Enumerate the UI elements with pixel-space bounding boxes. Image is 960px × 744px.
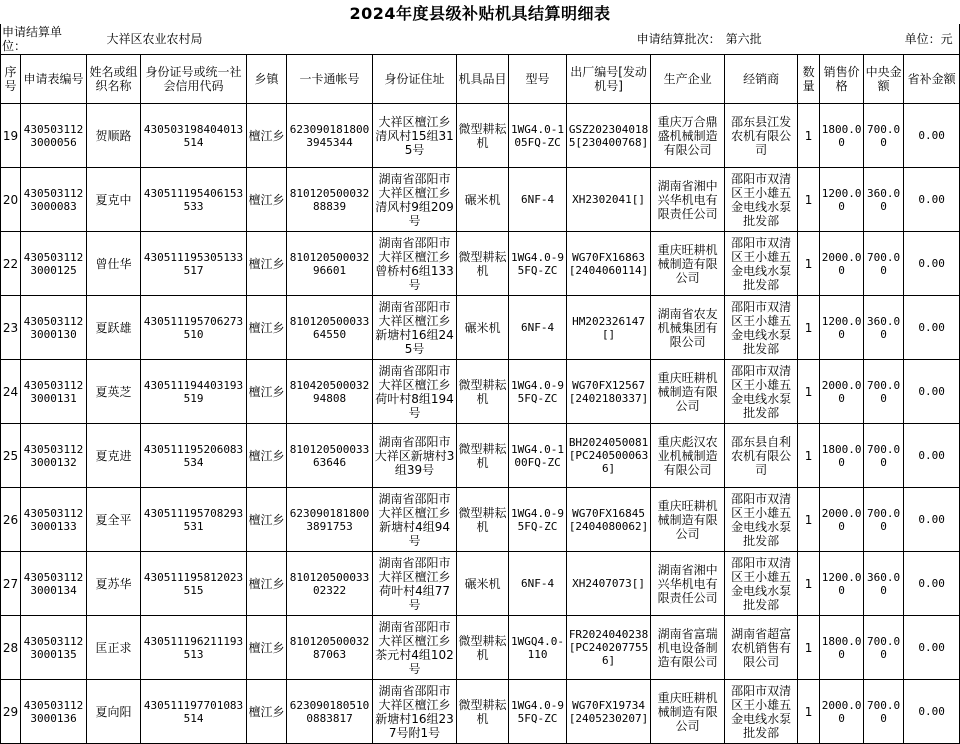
cell-id-no: 430511195812023515 [141, 552, 247, 616]
cell-app-no: 4305031123000125 [21, 232, 87, 296]
cell-price: 2000.00 [820, 360, 864, 424]
cell-dealer: 邵东县江发农机有限公司 [725, 104, 798, 168]
cell-seq: 29 [1, 680, 21, 744]
col-header-id-no: 身份证号或统一社会信用代码 [141, 55, 247, 104]
col-header-model: 型号 [509, 55, 567, 104]
cell-model: 1WGQ4.0-110 [509, 616, 567, 680]
cell-provincial-amount: 0.00 [904, 296, 960, 360]
batch-value: 第六批 [725, 24, 820, 55]
cell-dealer: 湖南省超富农机销售有限公司 [725, 616, 798, 680]
cell-name: 夏英芝 [87, 360, 141, 424]
cell-id-no: 430511194403193519 [141, 360, 247, 424]
cell-machine-type: 微型耕耘机 [457, 360, 509, 424]
cell-manufacturer: 重庆旺耕机械制造有限公司 [651, 488, 725, 552]
cell-card-account: 81042050003294808 [287, 360, 373, 424]
cell-seq: 24 [1, 360, 21, 424]
cell-id-no: 430511195406153533 [141, 168, 247, 232]
cell-id-no: 430511197701083514 [141, 680, 247, 744]
cell-machine-type: 微型耕耘机 [457, 680, 509, 744]
cell-address: 湖南省邵阳市大祥区檀江乡新塘村16组245号 [373, 296, 457, 360]
cell-name: 夏跃雄 [87, 296, 141, 360]
cell-serial: XH2302041[] [567, 168, 651, 232]
cell-provincial-amount: 0.00 [904, 168, 960, 232]
cell-dealer: 邵阳市双清区王小雄五金电线水泵批发部 [725, 680, 798, 744]
cell-central-amount: 360.00 [864, 296, 904, 360]
cell-card-account: 81012050003288839 [287, 168, 373, 232]
cell-seq: 27 [1, 552, 21, 616]
cell-seq: 28 [1, 616, 21, 680]
cell-price: 1800.00 [820, 424, 864, 488]
cell-quantity: 1 [798, 680, 820, 744]
cell-central-amount: 700.00 [864, 616, 904, 680]
cell-manufacturer: 重庆旺耕机械制造有限公司 [651, 360, 725, 424]
cell-address: 湖南省邵阳市大祥区新塘村3组39号 [373, 424, 457, 488]
col-header-central-amount: 中央金额 [864, 55, 904, 104]
cell-seq: 22 [1, 232, 21, 296]
col-header-town: 乡镇 [247, 55, 287, 104]
cell-model: 1WG4.0-95FQ-ZC [509, 360, 567, 424]
cell-name: 曾仕华 [87, 232, 141, 296]
cell-central-amount: 700.00 [864, 680, 904, 744]
cell-manufacturer: 湖南省富瑞机电设备制造有限公司 [651, 616, 725, 680]
cell-price: 1200.00 [820, 552, 864, 616]
cell-model: 6NF-4 [509, 296, 567, 360]
page-title: 2024年度县级补贴机具结算明细表 [349, 3, 611, 23]
cell-machine-type: 微型耕耘机 [457, 616, 509, 680]
cell-model: 6NF-4 [509, 552, 567, 616]
cell-serial: WG70FX16845[2404080062] [567, 488, 651, 552]
cell-price: 1200.00 [820, 296, 864, 360]
cell-machine-type: 碾米机 [457, 296, 509, 360]
cell-name: 夏向阳 [87, 680, 141, 744]
col-header-name: 姓名或组织名称 [87, 55, 141, 104]
unit-label: 申请结算单位： [1, 24, 87, 55]
money-unit-label: 单位：元 [904, 24, 960, 55]
table-row [1, 488, 960, 552]
cell-dealer: 邵阳市双清区王小雄五金电线水泵批发部 [725, 488, 798, 552]
cell-seq: 20 [1, 168, 21, 232]
col-header-price: 销售价格 [820, 55, 864, 104]
cell-manufacturer: 重庆万合鼎盛机械制造有限公司 [651, 104, 725, 168]
cell-central-amount: 700.00 [864, 360, 904, 424]
cell-serial: GSZ2023040185[230400768] [567, 104, 651, 168]
cell-address: 湖南省邵阳市大祥区檀江乡茶元村4组102号 [373, 616, 457, 680]
cell-provincial-amount: 0.00 [904, 424, 960, 488]
col-header-address: 身份证住址 [373, 55, 457, 104]
cell-name: 夏克进 [87, 424, 141, 488]
cell-id-no: 430511195305133517 [141, 232, 247, 296]
cell-name: 夏全平 [87, 488, 141, 552]
table-row [1, 104, 960, 168]
table-row [1, 296, 960, 360]
cell-quantity: 1 [798, 168, 820, 232]
cell-app-no: 4305031123000132 [21, 424, 87, 488]
cell-serial: WG70FX12567[2402180337] [567, 360, 651, 424]
cell-provincial-amount: 0.00 [904, 360, 960, 424]
cell-card-account: 6230901818003891753 [287, 488, 373, 552]
cell-seq: 19 [1, 104, 21, 168]
col-header-provincial-amount: 省补金额 [904, 55, 960, 104]
cell-serial: HM202326147[] [567, 296, 651, 360]
cell-id-no: 430503198404013514 [141, 104, 247, 168]
cell-quantity: 1 [798, 232, 820, 296]
cell-address: 湖南省邵阳市大祥区檀江乡荷叶村8组194号 [373, 360, 457, 424]
cell-app-no: 4305031123000134 [21, 552, 87, 616]
meta-row [1, 24, 960, 55]
cell-card-account: 81012050003364550 [287, 296, 373, 360]
cell-serial: FR2024040238[PC2402077556] [567, 616, 651, 680]
unit-value: 大祥区农业农村局 [87, 24, 373, 55]
settlement-table [0, 24, 960, 744]
cell-central-amount: 700.00 [864, 232, 904, 296]
cell-model: 1WG4.0-95FQ-ZC [509, 232, 567, 296]
cell-name: 夏苏华 [87, 552, 141, 616]
table-row [1, 424, 960, 488]
cell-provincial-amount: 0.00 [904, 232, 960, 296]
cell-central-amount: 700.00 [864, 104, 904, 168]
cell-card-account: 81012050003296601 [287, 232, 373, 296]
col-header-dealer: 经销商 [725, 55, 798, 104]
cell-card-account: 6230901805100883817 [287, 680, 373, 744]
cell-seq: 23 [1, 296, 21, 360]
cell-central-amount: 700.00 [864, 424, 904, 488]
cell-town: 檀江乡 [247, 552, 287, 616]
cell-address: 湖南省邵阳市大祥区檀江乡清风村9组209号 [373, 168, 457, 232]
cell-id-no: 430511195706273510 [141, 296, 247, 360]
cell-address: 湖南省邵阳市大祥区檀江乡新塘村4组94号 [373, 488, 457, 552]
table-body [1, 104, 960, 744]
col-header-card-account: 一卡通帐号 [287, 55, 373, 104]
cell-serial: BH2024050081[PC2405000636] [567, 424, 651, 488]
cell-manufacturer: 重庆彪汉农业机械制造有限公司 [651, 424, 725, 488]
cell-town: 檀江乡 [247, 296, 287, 360]
cell-app-no: 4305031123000136 [21, 680, 87, 744]
cell-price: 2000.00 [820, 488, 864, 552]
cell-town: 檀江乡 [247, 360, 287, 424]
cell-model: 6NF-4 [509, 168, 567, 232]
cell-app-no: 4305031123000135 [21, 616, 87, 680]
cell-machine-type: 碾米机 [457, 168, 509, 232]
col-header-machine-type: 机具品目 [457, 55, 509, 104]
col-header-quantity: 数量 [798, 55, 820, 104]
cell-dealer: 邵阳市双清区王小雄五金电线水泵批发部 [725, 360, 798, 424]
cell-town: 檀江乡 [247, 488, 287, 552]
cell-address: 大祥区檀江乡清风村15组315号 [373, 104, 457, 168]
cell-quantity: 1 [798, 104, 820, 168]
cell-manufacturer: 湖南省湘中兴华机电有限责任公司 [651, 168, 725, 232]
cell-price: 1200.00 [820, 168, 864, 232]
cell-provincial-amount: 0.00 [904, 488, 960, 552]
title-row [0, 0, 960, 24]
col-header-serial: 出厂编号[发动机号] [567, 55, 651, 104]
cell-seq: 25 [1, 424, 21, 488]
cell-app-no: 4305031123000131 [21, 360, 87, 424]
cell-dealer: 邵阳市双清区王小雄五金电线水泵批发部 [725, 552, 798, 616]
cell-town: 檀江乡 [247, 680, 287, 744]
table-row [1, 232, 960, 296]
cell-dealer: 邵阳市双清区王小雄五金电线水泵批发部 [725, 168, 798, 232]
cell-serial: WG70FX19734[2405230207] [567, 680, 651, 744]
cell-address: 湖南省邵阳市大祥区檀江乡新塘村16组237号附1号 [373, 680, 457, 744]
cell-quantity: 1 [798, 296, 820, 360]
cell-name: 贺顺路 [87, 104, 141, 168]
cell-provincial-amount: 0.00 [904, 104, 960, 168]
batch-label: 申请结算批次： [567, 24, 725, 55]
cell-card-account: 81012050003363646 [287, 424, 373, 488]
table-row [1, 552, 960, 616]
cell-machine-type: 微型耕耘机 [457, 104, 509, 168]
cell-id-no: 430511196211193513 [141, 616, 247, 680]
cell-machine-type: 碾米机 [457, 552, 509, 616]
cell-manufacturer: 湖南省农友机械集团有限公司 [651, 296, 725, 360]
cell-manufacturer: 重庆旺耕机械制造有限公司 [651, 232, 725, 296]
cell-price: 1800.00 [820, 104, 864, 168]
cell-model: 1WG4.0-95FQ-ZC [509, 488, 567, 552]
col-header-app-no: 申请表编号 [21, 55, 87, 104]
cell-town: 檀江乡 [247, 232, 287, 296]
cell-central-amount: 360.00 [864, 552, 904, 616]
cell-machine-type: 微型耕耘机 [457, 424, 509, 488]
col-header-seq: 序号 [1, 55, 21, 104]
cell-app-no: 4305031123000133 [21, 488, 87, 552]
cell-serial: WG70FX16863[2404060114] [567, 232, 651, 296]
cell-central-amount: 360.00 [864, 168, 904, 232]
cell-card-account: 81012050003287063 [287, 616, 373, 680]
cell-manufacturer: 重庆旺耕机械制造有限公司 [651, 680, 725, 744]
cell-name: 夏克中 [87, 168, 141, 232]
cell-id-no: 430511195206083534 [141, 424, 247, 488]
cell-name: 匡正求 [87, 616, 141, 680]
cell-address: 湖南省邵阳市大祥区檀江乡荷叶村4组77号 [373, 552, 457, 616]
cell-provincial-amount: 0.00 [904, 680, 960, 744]
table-row [1, 616, 960, 680]
cell-model: 1WG4.0-100FQ-ZC [509, 424, 567, 488]
table-row [1, 168, 960, 232]
cell-id-no: 430511195708293531 [141, 488, 247, 552]
cell-dealer: 邵阳市双清区王小雄五金电线水泵批发部 [725, 232, 798, 296]
cell-dealer: 邵东县自利农机有限公司 [725, 424, 798, 488]
cell-machine-type: 微型耕耘机 [457, 488, 509, 552]
table-row [1, 680, 960, 744]
cell-quantity: 1 [798, 552, 820, 616]
cell-provincial-amount: 0.00 [904, 552, 960, 616]
table-row [1, 360, 960, 424]
cell-serial: XH2407073[] [567, 552, 651, 616]
cell-town: 檀江乡 [247, 104, 287, 168]
cell-app-no: 4305031123000056 [21, 104, 87, 168]
cell-town: 檀江乡 [247, 616, 287, 680]
cell-town: 檀江乡 [247, 168, 287, 232]
header-row [1, 55, 960, 104]
cell-quantity: 1 [798, 424, 820, 488]
cell-quantity: 1 [798, 616, 820, 680]
col-header-manufacturer: 生产企业 [651, 55, 725, 104]
cell-provincial-amount: 0.00 [904, 616, 960, 680]
cell-central-amount: 700.00 [864, 488, 904, 552]
cell-card-account: 81012050003302322 [287, 552, 373, 616]
cell-price: 2000.00 [820, 680, 864, 744]
cell-model: 1WG4.0-95FQ-ZC [509, 680, 567, 744]
cell-model: 1WG4.0-105FQ-ZC [509, 104, 567, 168]
cell-price: 2000.00 [820, 232, 864, 296]
cell-price: 1800.00 [820, 616, 864, 680]
cell-address: 湖南省邵阳市大祥区檀江乡曾桥村6组133号 [373, 232, 457, 296]
cell-dealer: 邵阳市双清区王小雄五金电线水泵批发部 [725, 296, 798, 360]
cell-app-no: 4305031123000130 [21, 296, 87, 360]
cell-quantity: 1 [798, 360, 820, 424]
cell-town: 檀江乡 [247, 424, 287, 488]
cell-manufacturer: 湖南省湘中兴华机电有限责任公司 [651, 552, 725, 616]
cell-app-no: 4305031123000083 [21, 168, 87, 232]
cell-machine-type: 微型耕耘机 [457, 232, 509, 296]
cell-seq: 26 [1, 488, 21, 552]
cell-card-account: 6230901818003945344 [287, 104, 373, 168]
cell-quantity: 1 [798, 488, 820, 552]
